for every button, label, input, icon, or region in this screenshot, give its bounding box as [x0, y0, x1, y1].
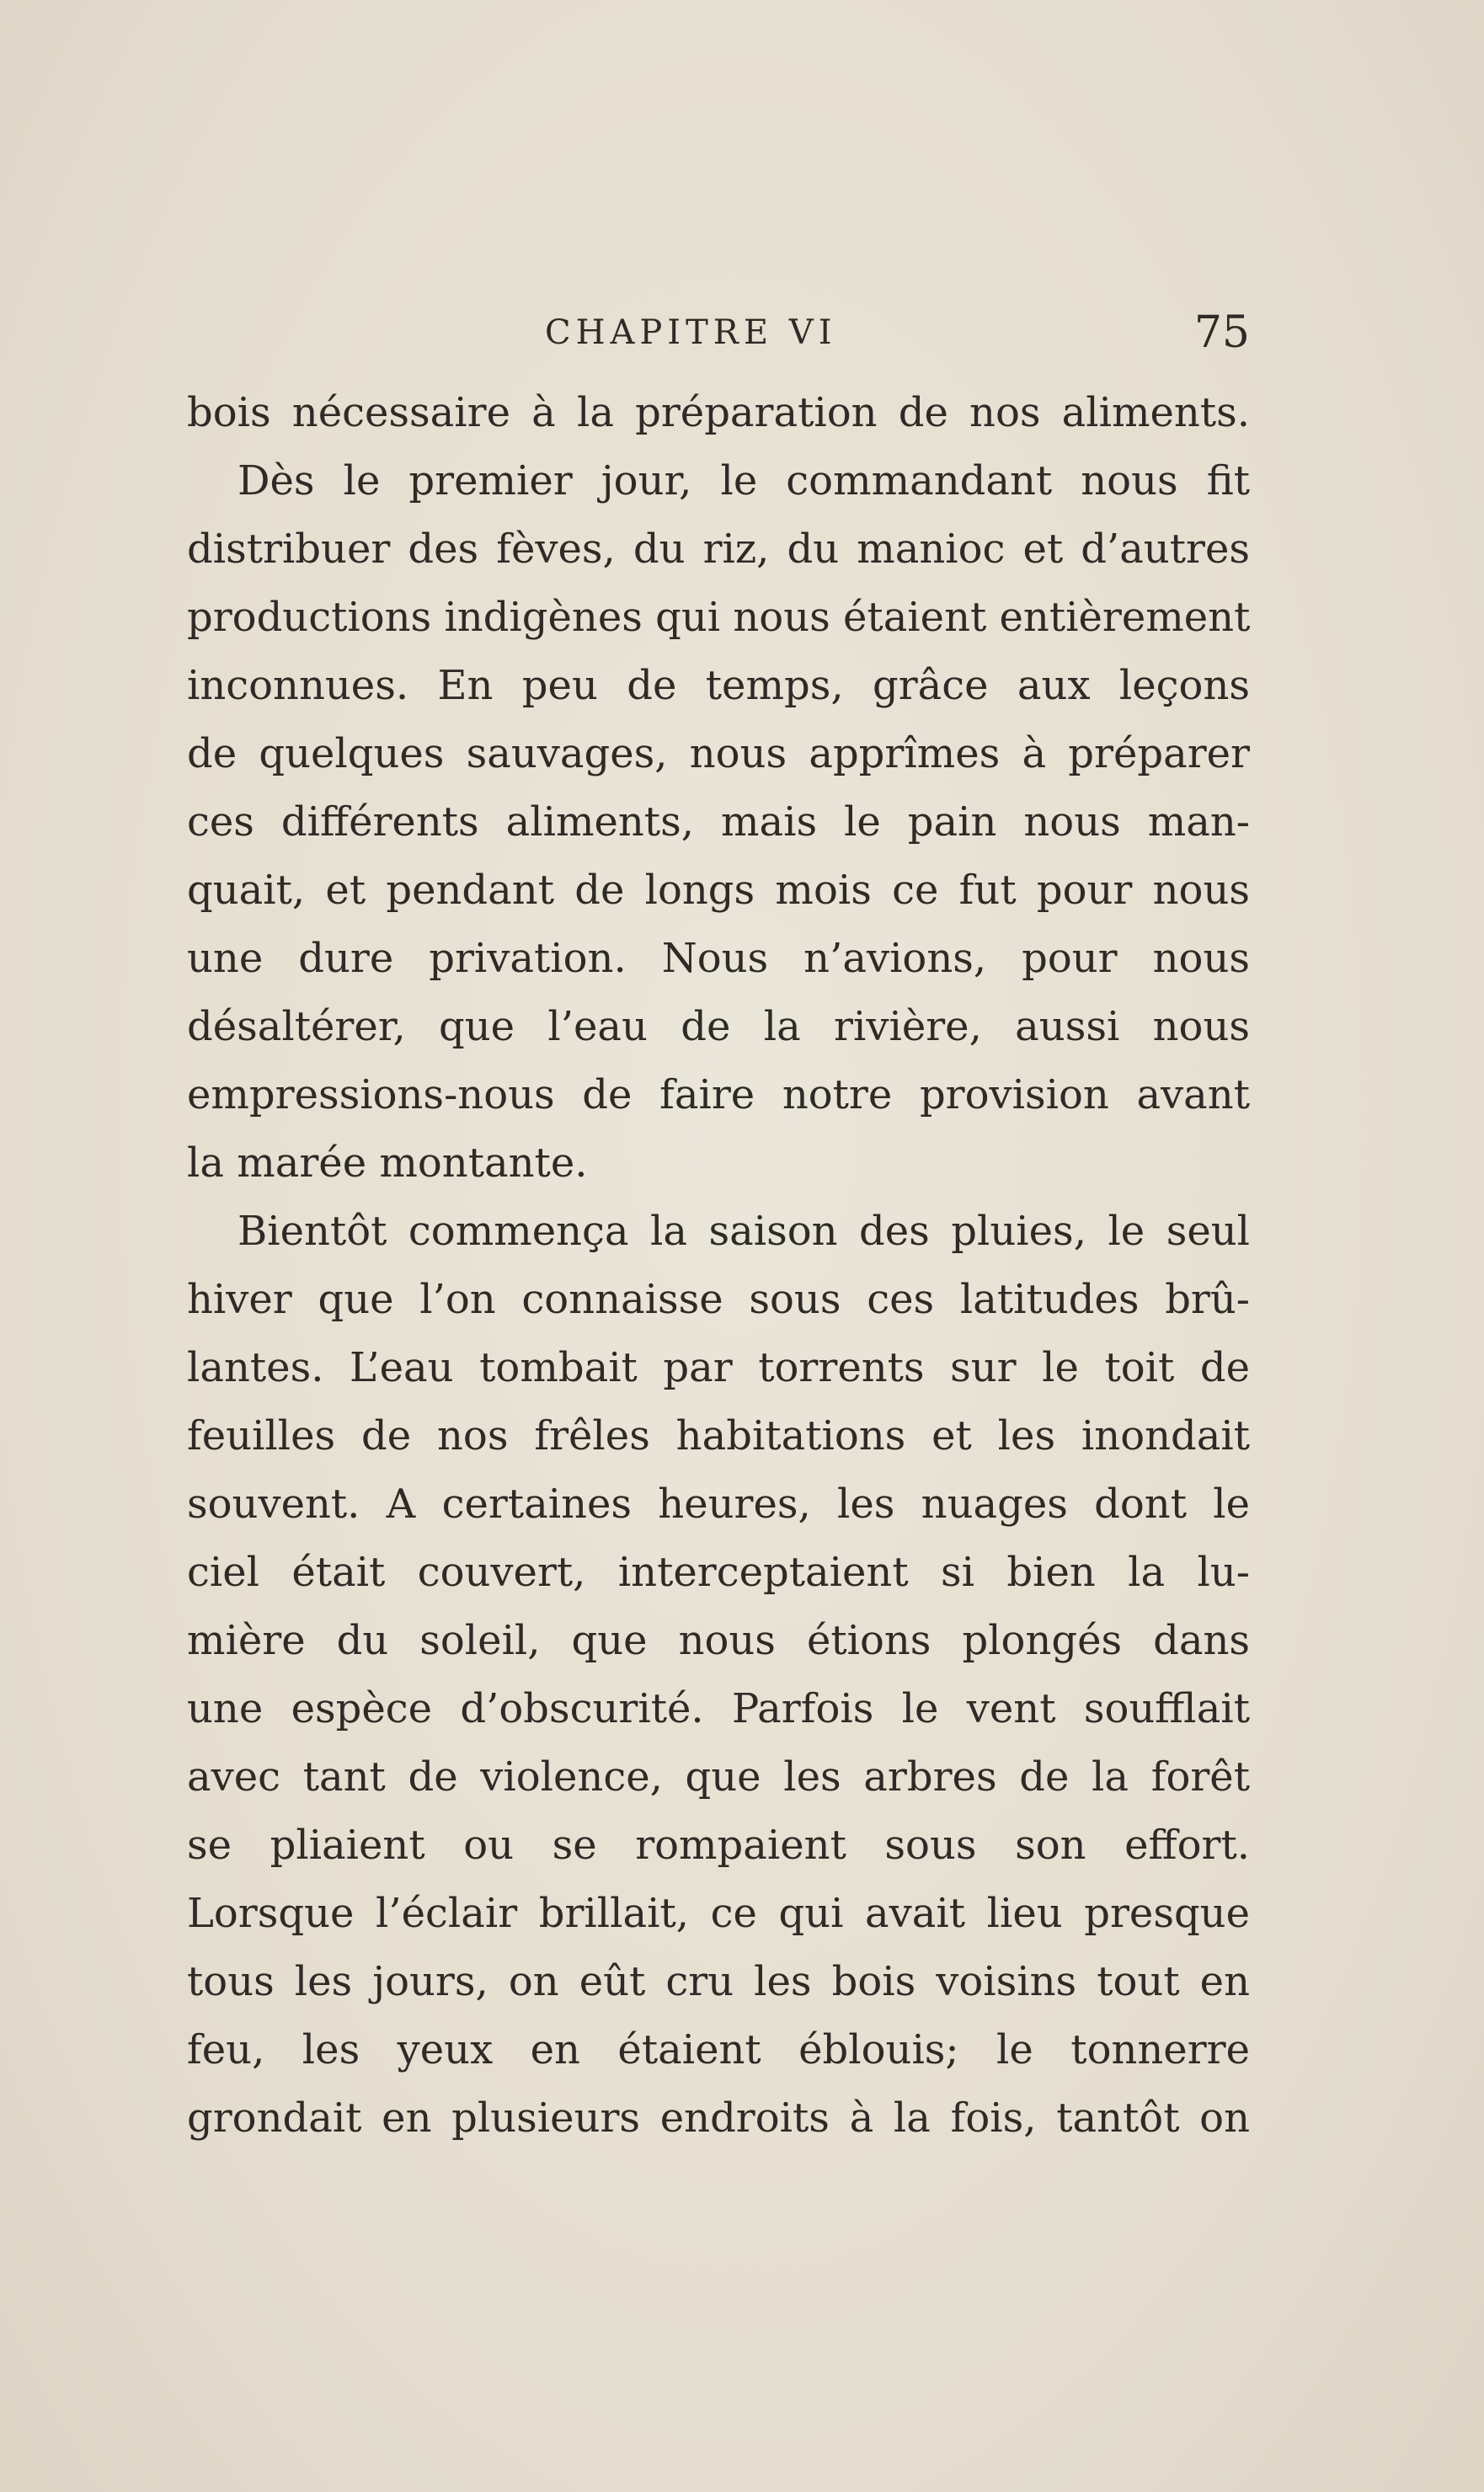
text-line: grondait en plusieurs endroits à la fois, tantôt on	[187, 2094, 1250, 2142]
page-number: 75	[1193, 307, 1250, 358]
text-line: mière du soleil, que nous étions plongés dans	[187, 1617, 1250, 1664]
text-line: ciel était couvert, interceptaient si bien la lu-	[187, 1549, 1250, 1596]
text-line: Bientôt commença la saison des pluies, le seul	[238, 1208, 1250, 1255]
text-line: inconnues. En peu de temps, grâce aux leçons	[187, 662, 1250, 709]
page-header	[187, 303, 1250, 362]
running-title: CHAPITRE VI	[545, 313, 837, 352]
text-line: hiver que l’on connaisse sous ces latitudes brû-	[187, 1276, 1250, 1323]
text-line: tous les jours, on eût cru les bois voisins tout en	[187, 1958, 1250, 2005]
text-line: se pliaient ou se rompaient sous son effort.	[187, 1822, 1250, 1869]
text-line: avec tant de violence, que les arbres de la forêt	[187, 1753, 1250, 1801]
text-line: distribuer des fèves, du riz, du manioc et d’autres	[187, 526, 1250, 573]
text-line: empressions-nous de faire notre provision avant	[187, 1071, 1250, 1118]
text-line: quait, et pendant de longs mois ce fut pour nous	[187, 867, 1250, 914]
text-line: Dès le premier jour, le commandant nous fit	[238, 457, 1250, 504]
text-line: souvent. A certaines heures, les nuages dont le	[187, 1481, 1250, 1528]
text-line: Lorsque l’éclair brillait, ce qui avait lieu presque	[187, 1890, 1250, 1937]
text-line: désaltérer, que l’eau de la rivière, aussi nous	[187, 1003, 1250, 1050]
text-line: la marée montante.	[187, 1139, 588, 1187]
text-line: lantes. L’eau tombait par torrents sur le toit de	[187, 1344, 1250, 1391]
text-line: de quelques sauvages, nous apprîmes à préparer	[187, 730, 1250, 777]
text-line: feuilles de nos frêles habitations et les inondait	[187, 1412, 1250, 1459]
text-line: une espèce d’obscurité. Parfois le vent soufflait	[187, 1685, 1250, 1732]
text-line: productions indigènes qui nous étaient entièrement	[187, 594, 1251, 641]
body-text	[187, 379, 1250, 2153]
text-line: bois nécessaire à la préparation de nos aliments.	[187, 389, 1250, 436]
text-line: une dure privation. Nous n’avions, pour nous	[187, 935, 1250, 982]
text-line: feu, les yeux en étaient éblouis; le tonnerre	[187, 2026, 1250, 2073]
text-line: ces différents aliments, mais le pain nous man-	[187, 798, 1250, 846]
